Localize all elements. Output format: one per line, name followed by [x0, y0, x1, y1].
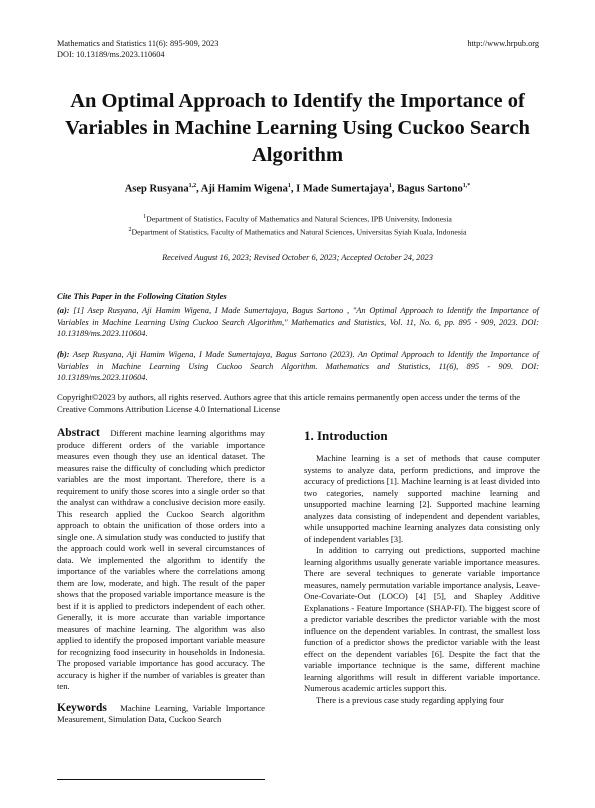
author-sup: 1,2 — [188, 183, 197, 189]
citation-b-label: (b): — [57, 350, 70, 359]
affiliation-line — [30, 225, 565, 238]
affiliation-line — [30, 212, 565, 225]
abstract-label: Abstract — [57, 427, 100, 439]
affiliation-text: Department of Statistics, Faculty of Mathematics and Natural Sciences, IPB University, Indonesia — [146, 214, 452, 224]
body-paragraph: Machine learning is a set of methods that cause computer systems to analyze data, perform predictions, and improve the accuracy of predictions [1]. Machine learning is at least divided into two categories, namely supported machine learning and unsupported machine learning [2]. Supported machine learning analyzes data consisting of independent and dependent variables, while unsupported machine learning analyzes data consisting only of independent variables [3]. — [304, 453, 540, 544]
keywords-text: Machine Learning, Variable Importance Measurement, Simulation Data, Cuckoo Search — [57, 702, 265, 724]
author-sup: 1,* — [462, 183, 471, 189]
author-name: I Made Sumertajaya — [296, 183, 389, 195]
citation-style-a — [57, 305, 539, 340]
paper-title: An Optimal Approach to Identify the Importance of Variables in Machine Learning Using Cuckoo Search Algorithm — [65, 90, 530, 166]
author-name: Asep Rusyana — [124, 183, 189, 195]
author-name: Bagus Sartono — [397, 183, 463, 195]
body-paragraph: In addition to carrying out predictions, supported machine learning algorithms usually generate variable importance measures. There are several techniques to generate variable importance measures, namely permutation variable importance analysis, Leave-One-Covariate-Out (LOCO) [4] [5], and Shapley Additive Explanations - Feature Importance (SHAP-FI). The biggest score of a predictor variable describes the predictor variable with the most influence on the dependent variables. In contrast, the smallest loss function of a predictor shows the predictor variable with the least effect on the dependent variables [6]. Despite the fact that the variable importance technique is the same, different machine learning algorithms will result in different variable importance. Numerous academic articles support this. — [304, 545, 540, 693]
author-list: Asep Rusyana$^{1,2}$, Aji Hamim Wigena$^1$, I Made Sumertajaya$^1$, Bagus Sartono$^{1,*}$ — [124, 183, 471, 195]
keywords — [57, 703, 265, 726]
citation-style-b — [57, 349, 539, 384]
section-heading: 1. Introduction — [304, 428, 388, 443]
author-name: Aji Hamim Wigena — [200, 183, 288, 195]
introduction-column — [304, 428, 540, 706]
body-paragraph: There is a previous case study regarding applying four — [316, 694, 504, 705]
journal-line: Mathematics and Statistics 11(6): 895-909, 2023 — [57, 39, 219, 48]
doi-line: DOI: 10.13189/ms.2023.110604 — [57, 50, 165, 59]
copyright-notice: Copyright©2023 by authors, all rights reserved. Authors agree that this article remains permanently open access under the terms of the Creative Commons Attribution License 4.0 International License — [57, 392, 521, 414]
affiliations — [30, 212, 565, 237]
keywords-label: Keywords — [57, 701, 107, 714]
abstract — [57, 428, 265, 693]
column-divider-rule — [57, 779, 265, 780]
abstract-text: Different machine learning algorithms may produce different orders of the variable importance measures even though they use an identical dataset. The measures raise the difficulty of concluding which predictor variables are the most important. Therefore, there is a requirement to unify those scores into a single order so that the analyst can withdraw a conclusive decision more easily. This research applied the Cuckoo Search algorithm approach to obtain the unification of those orders into a single one. A simulation study was conducted to justify that the approach could work well in several circumstances of data. We implemented the algorithm to identify the importance of the variables where the correlations among them are low, moderate, and high. The result of the paper shows that the proposed variable importance measure is the best if it is applied to predictors independent of each other. Generally, it is more accurate than variable importance measures of machine learning. The algorithm was also applied to identify the proposed important variable measure for recognizing food insecurity in households in Indonesia. The proposed variable importance has good accuracy. The accuracy is higher if the number of variables is greater than ten. — [57, 428, 265, 691]
citation-heading: Cite This Paper in the Following Citation Styles — [57, 291, 227, 301]
affiliation-text: Department of Statistics, Faculty of Mathematics and Natural Sciences, Universitas Syiah Kuala, Indonesia — [131, 227, 467, 237]
received-dates: Received August 16, 2023; Revised October 6, 2023; Accepted October 24, 2023 — [162, 253, 433, 262]
author-sup: 1 — [287, 183, 291, 189]
affiliation-sup: 2 — [128, 226, 132, 233]
citation-a-label: (a): — [57, 306, 70, 315]
citation-a-text: [1] Asep Rusyana, Aji Hamim Wigena, I Made Sumertajaya, Bagus Sartono , "An Optimal Approach to Identify the Importance of Variables in Machine Learning Using Cuckoo Search Algorithm," Mathematics and Statistics, Vol. 11, No. 6, pp. 895 - 909, 2023. DOI: 10.13189/ms.2023.110604. — [57, 306, 539, 338]
citation-b-text: Asep Rusyana, Aji Hamim Wigena, I Made Sumertajaya, Bagus Sartono (2023). An Optimal Approach to Identify the Importance of Variables in Machine Learning Using Cuckoo Search Algorithm. Mathematics and Statistics, 11(6), 895 - 909. DOI: 10.13189/ms.2023.110604. — [57, 350, 539, 382]
journal-url[interactable]: http://www.hrpub.org — [467, 39, 539, 48]
author-sup: 1 — [388, 183, 392, 189]
abstract-column — [57, 428, 265, 726]
affiliation-sup: 1 — [143, 214, 147, 220]
